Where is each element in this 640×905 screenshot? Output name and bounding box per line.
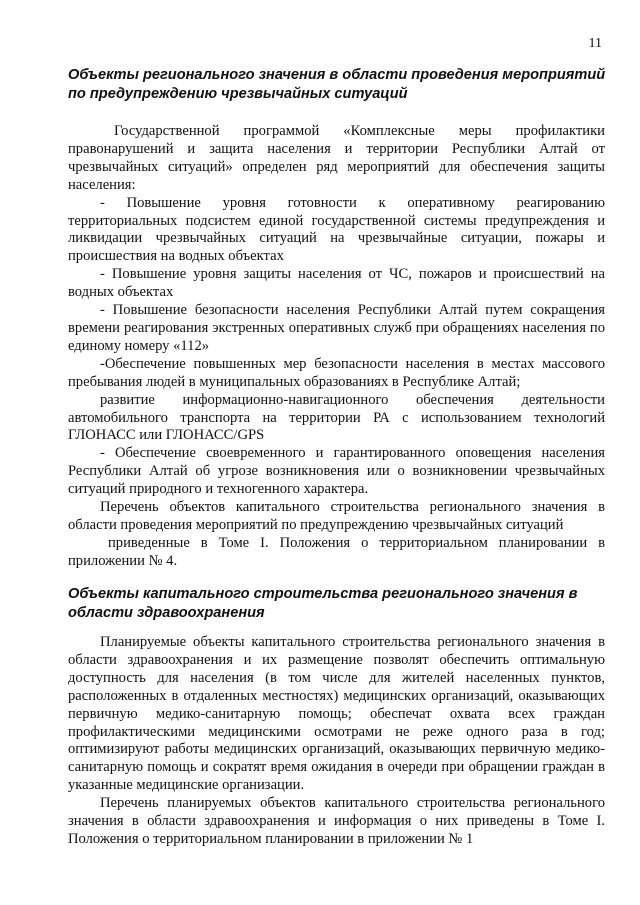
paragraph: Перечень объектов капитального строительства регионального значения в области проведения мероприятий по предупреждению чрезвычайных ситуаций <box>68 499 605 533</box>
paragraph: Планируемые объекты капитального строительства регионального значения в области здравоохранения и их размещение позволят обеспечить оптимальную доступность для населения (в том числе для жителей населенных пунктов, расположенных в отдаленных местностях) медицинских организаций, оказывающих первичную медико-санитарную помощь; обеспечат охвата всех граждан профилактическими медицинскими осмотрами не реже одного раза в год; оптимизируют работы медицинских организаций, оказывающих первичную медико-санитарную помощь и сократят время ожидания в очереди при обращении граждан в указанные медицинские организации. <box>68 634 605 794</box>
section-heading-emergency: Объекты регионального значения в области проведения мероприятий по предупреждению чрезвычайных ситуаций <box>68 67 606 102</box>
paragraph: - Повышение безопасности населения Республики Алтай путем сокращения времени реагирования экстренных оперативных служб при обращениях населения по единому номеру «112» <box>68 302 605 354</box>
section-body-healthcare <box>68 634 605 849</box>
section-heading-healthcare: Объекты капитального строительства регионального значения в области здравоохранения <box>68 586 578 621</box>
paragraph: - Обеспечение своевременного и гарантированного оповещения населения Республики Алтай об угрозе возникновения или о возникновении чрезвычайных ситуаций природного и техногенного характера. <box>68 445 605 498</box>
paragraph: - Повышение уровня готовности к оперативному реагированию территориальных подсистем единой государственной системы предупреждения и ликвидации чрезвычайных ситуаций на чрезвычайные ситуации, пожары и происшествия на водных объектах <box>68 194 605 265</box>
section-body-emergency <box>68 123 605 571</box>
paragraph: развитие информационно-навигационного обеспечения деятельности автомобильного транспорта на территории РА с использованием технологий ГЛОНАСС или ГЛОНАСС/GPS <box>68 391 605 444</box>
paragraph: -Обеспечение повышенных мер безопасности населения в местах массового пребывания людей в муниципальных образованиях в Республике Алтай; <box>68 355 605 390</box>
page-number: 11 <box>588 36 602 51</box>
paragraph: - Повышение уровня защиты населения от ЧС, пожаров и происшествий на водных объектах <box>68 266 605 301</box>
paragraph: приведенные в Томе I. Положения о территориальном планировании в приложении № 4. <box>68 534 605 569</box>
paragraph: Перечень планируемых объектов капитального строительства регионального значения в области здравоохранения и информация о них приведены в Томе I. Положения о территориальном планировании в приложении № 1 <box>68 795 605 847</box>
paragraph: Государственной программой «Комплексные меры профилактики правонарушений и защита населения и территории Республики Алтай от чрезвычайных ситуаций» определен ряд мероприятий для обеспечения защиты населения: <box>68 123 605 193</box>
